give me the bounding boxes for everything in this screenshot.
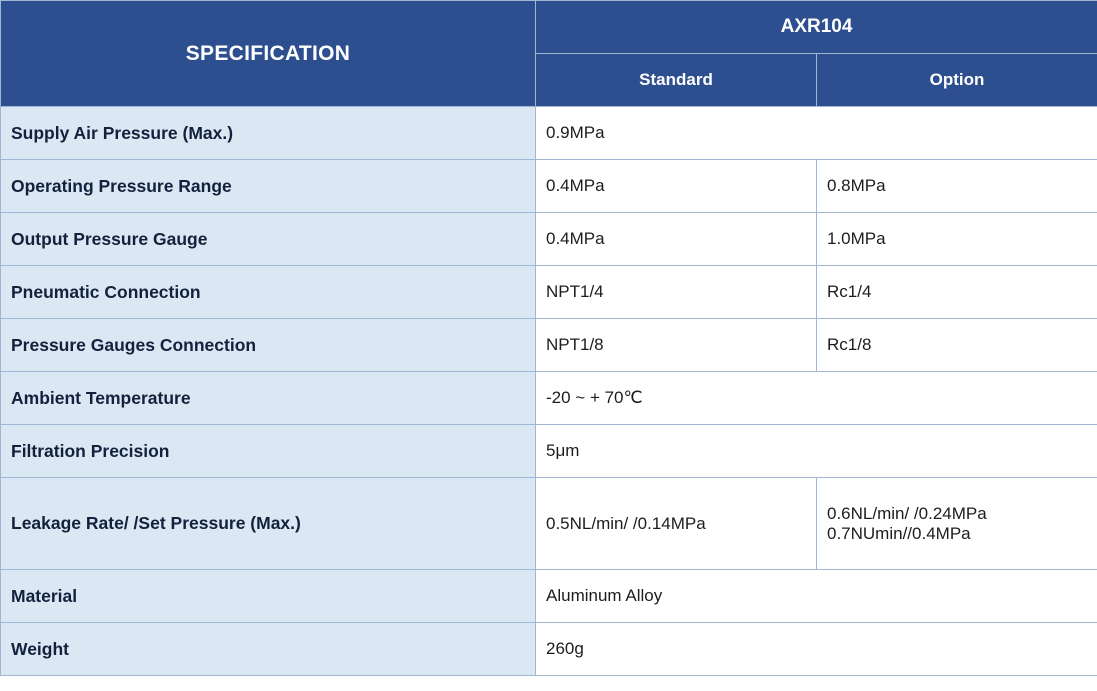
header-option: Option bbox=[817, 54, 1097, 107]
table-row bbox=[1, 107, 1097, 160]
row-value-standard: NPT1/4 bbox=[536, 266, 817, 319]
table-header-row-1 bbox=[1, 1, 1097, 54]
row-label: Material bbox=[1, 570, 536, 623]
table-row bbox=[1, 372, 1097, 425]
row-label: Leakage Rate/ /Set Pressure (Max.) bbox=[1, 478, 536, 570]
row-label: Pressure Gauges Connection bbox=[1, 319, 536, 372]
table-row bbox=[1, 160, 1097, 213]
row-value-standard: 0.4MPa bbox=[536, 213, 817, 266]
row-value-standard: NPT1/8 bbox=[536, 319, 817, 372]
row-value-standard: Aluminum Alloy bbox=[536, 570, 1097, 623]
row-value-standard: 0.4MPa bbox=[536, 160, 817, 213]
row-label: Filtration Precision bbox=[1, 425, 536, 478]
table-row bbox=[1, 425, 1097, 478]
table-header bbox=[1, 1, 1097, 107]
row-value-option-line-2: 0.7NUmin//0.4MPa bbox=[827, 523, 971, 543]
row-label: Weight bbox=[1, 623, 536, 676]
row-value-option: Rc1/8 bbox=[817, 319, 1097, 372]
row-value-standard: 5μm bbox=[536, 425, 1097, 478]
row-value-option bbox=[817, 478, 1097, 570]
row-value-standard: 0.5NL/min/ /0.14MPa bbox=[536, 478, 817, 570]
row-label: Pneumatic Connection bbox=[1, 266, 536, 319]
row-value-standard: 260g bbox=[536, 623, 1097, 676]
header-specification: SPECIFICATION bbox=[1, 1, 536, 107]
row-label: Operating Pressure Range bbox=[1, 160, 536, 213]
row-value-standard: 0.9MPa bbox=[536, 107, 1097, 160]
table-row bbox=[1, 266, 1097, 319]
table-row bbox=[1, 570, 1097, 623]
row-value-standard: -20 ~ + 70℃ bbox=[536, 372, 1097, 425]
header-model: AXR104 bbox=[536, 1, 1097, 54]
table-row bbox=[1, 478, 1097, 570]
table-row bbox=[1, 213, 1097, 266]
table-body bbox=[1, 107, 1097, 676]
row-value-option: Rc1/4 bbox=[817, 266, 1097, 319]
header-standard: Standard bbox=[536, 54, 817, 107]
row-value-option-line-1: 0.6NL/min/ /0.24MPa bbox=[827, 503, 987, 523]
row-label: Ambient Temperature bbox=[1, 372, 536, 425]
row-label: Supply Air Pressure (Max.) bbox=[1, 107, 536, 160]
row-value-option: 1.0MPa bbox=[817, 213, 1097, 266]
table-row bbox=[1, 623, 1097, 676]
row-value-option: 0.8MPa bbox=[817, 160, 1097, 213]
table-row bbox=[1, 319, 1097, 372]
row-label: Output Pressure Gauge bbox=[1, 213, 536, 266]
